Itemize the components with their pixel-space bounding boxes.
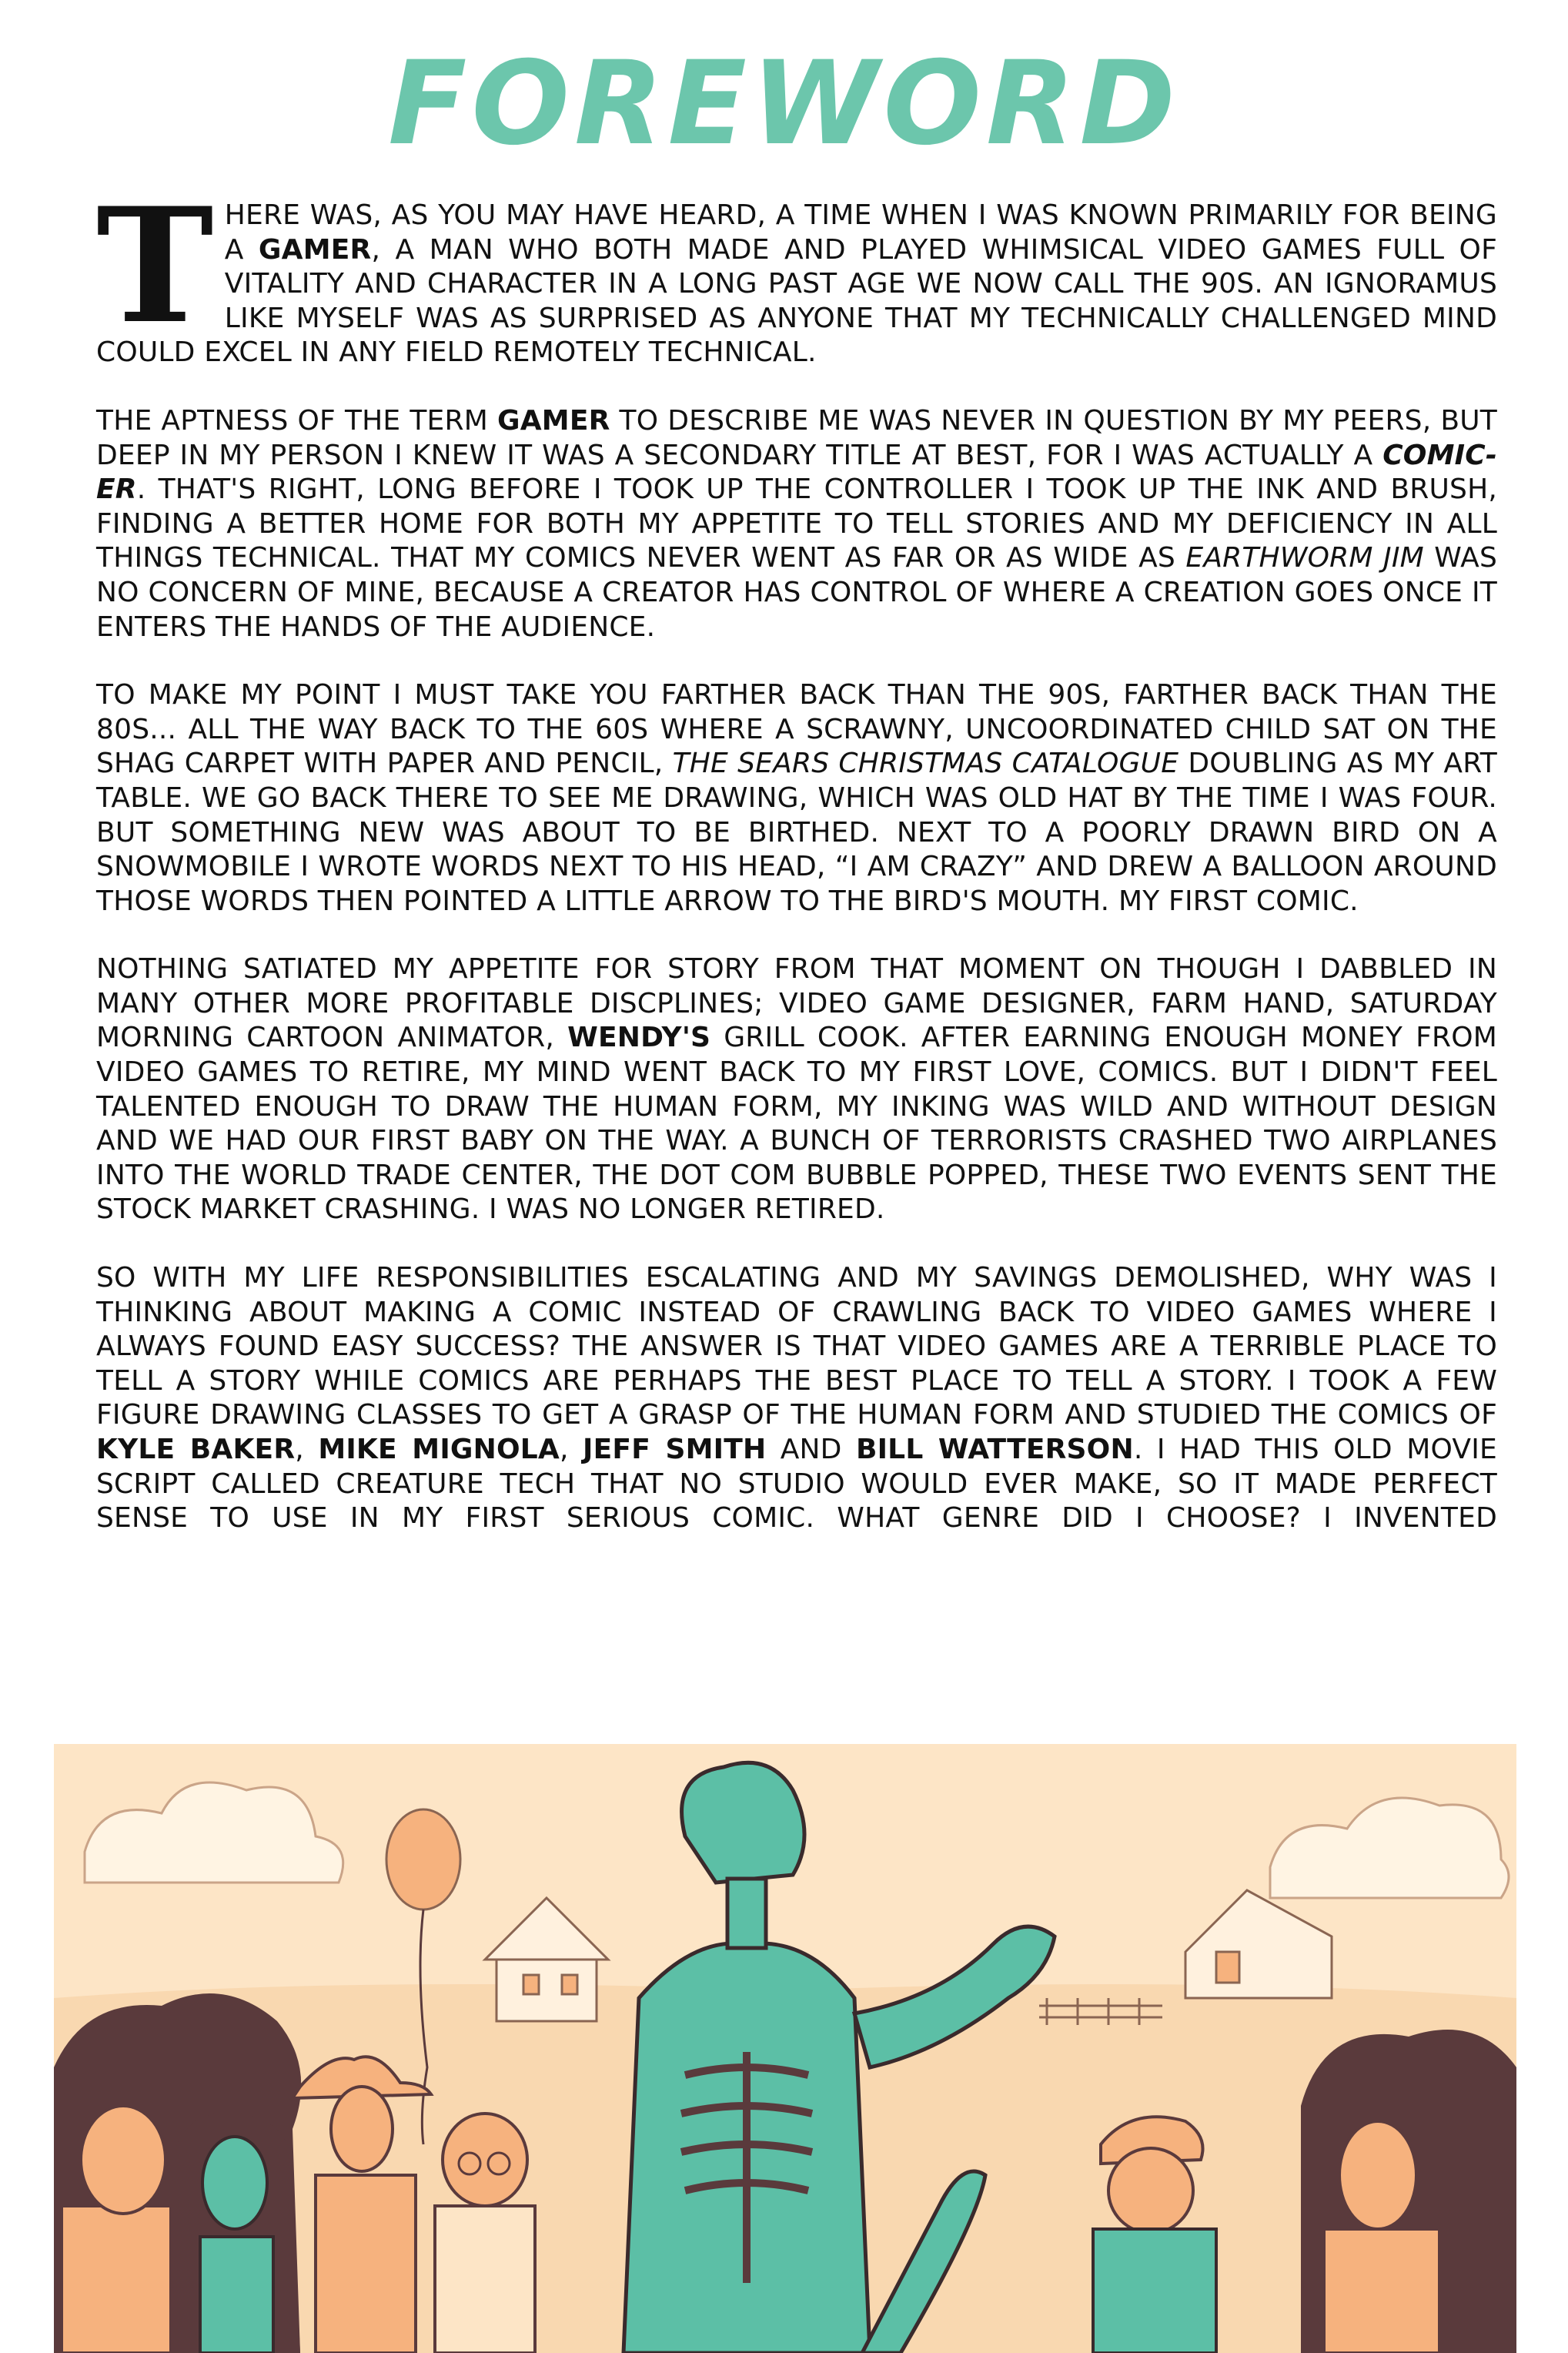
comic-illustration: [54, 1744, 1516, 2353]
glasses-man-figure: [435, 2114, 535, 2353]
paragraph-4: NOTHING SATIATED MY APPETITE FOR STORY FROM THAT MOMENT ON THOUGH I DABBLED IN MANY OTHER MORE PROFITABLE DISCPLINES; VIDEO GAME DESIGNER, FARM HAND, SATURDAY MORNING CARTOON ANIMATOR, WENDY'S GRILL COOK. AFTER EARNING ENOUGH MONEY FROM VIDEO GAMES TO RETIRE, MY MIND WENT BACK TO MY FIRST LOVE, COMICS. BUT I DIDN'T FEEL TALENTED ENOUGH TO DRAW THE HUMAN FORM, MY INKING WAS WILD AND WITHOUT DESIGN AND WE HAD OUR FIRST BABY ON THE WAY. A BUNCH OF TERRORISTS CRASHED TWO AIRPLANES INTO THE WORLD TRADE CENTER, THE DOT COM BUBBLE POPPED, THESE TWO EVENTS SENT THE STOCK MARKET CRASHING. I WAS NO LONGER RETIRED.: [96, 953, 1497, 1226]
paragraph-3: TO MAKE MY POINT I MUST TAKE YOU FARTHER BACK THAN THE 90S, FARTHER BACK THAN THE 80S... ALL THE WAY BACK TO THE 60S WHERE A SCRAWNY, UNCOORDINATED CHILD SAT ON THE SHAG CARPET WITH PAPER AND PENCIL, THE SEARS CHRISTMAS CATALOGUE DOUBLING AS MY ART TABLE. WE GO BACK THERE TO SEE ME DRAWING, WHICH WAS OLD HAT BY THE TIME I WAS FOUR. BUT SOMETHING NEW WAS ABOUT TO BE BIRTHED. NEXT TO A POORLY DRAWN BIRD ON A SNOWMOBILE I WROTE WORDS NEXT TO HIS HEAD, “I AM CRAZY” AND DREW A BALLOON AROUND THOSE WORDS THEN POINTED A LITTLE ARROW TO THE BIRD'S MOUTH. MY FIRST COMIC.: [96, 679, 1497, 917]
drop-cap: T: [96, 174, 214, 359]
page-title: FOREWORD: [388, 37, 1180, 171]
paragraph-1: THERE WAS, AS YOU MAY HAVE HEARD, A TIME WHEN I WAS KNOWN PRIMARILY FOR BEING A GAMER, A MAN WHO BOTH MADE AND PLAYED WHIMSICAL VIDEO GAMES FULL OF VITALITY AND CHARACTER IN A LONG PAST AGE WE NOW CALL THE 90S. AN IGNORAMUS LIKE MYSELF WAS AS SURPRISED AS ANYONE THAT MY TECHNICALLY CHALLENGED MIND COULD EXCEL IN ANY FIELD REMOTELY TECHNICAL.: [96, 174, 1497, 369]
paragraph-2: THE APTNESS OF THE TERM GAMER TO DESCRIBE ME WAS NEVER IN QUESTION BY MY PEERS, BUT DEEP IN MY PERSON I KNEW IT WAS A SECONDARY TITLE AT BEST, FOR I WAS ACTUALLY A COMIC-ER. THAT'S RIGHT, LONG BEFORE I TOOK UP THE CONTROLLER I TOOK UP THE INK AND BRUSH, FINDING A BETTER HOME FOR BOTH MY APPETITE TO TELL STORIES AND MY DEFICIENCY IN ALL THINGS TECHNICAL. THAT MY COMICS NEVER WENT AS FAR OR AS WIDE AS EARTHWORM JIM WAS NO CONCERN OF MINE, BECAUSE A CREATOR HAS CONTROL OF WHERE A CREATION GOES ONCE IT ENTERS THE HANDS OF THE AUDIENCE.: [96, 404, 1497, 643]
foreword-body: [96, 174, 1497, 1536]
paragraph-5: SO WITH MY LIFE RESPONSIBILITIES ESCALATING AND MY SAVINGS DEMOLISHED, WHY WAS I THINKING ABOUT MAKING A COMIC INSTEAD OF CRAWLING BACK TO VIDEO GAMES WHERE I ALWAYS FOUND EASY SUCCESS? THE ANSWER IS THAT VIDEO GAMES ARE A TERRIBLE PLACE TO TELL A STORY WHILE COMICS ARE PERHAPS THE BEST PLACE TO TELL A STORY. I TOOK A FEW FIGURE DRAWING CLASSES TO GET A GRASP OF THE HUMAN FORM AND STUDIED THE COMICS OF KYLE BAKER, MIKE MIGNOLA, JEFF SMITH AND BILL WATTERSON. I HAD THIS OLD MOVIE SCRIPT CALLED CREATURE TECH THAT NO STUDIO WOULD EVER MAKE, SO IT MADE PERFECT SENSE TO USE IN MY FIRST SERIOUS COMIC. WHAT GENRE DID I CHOOSE? I INVENTED: [96, 1262, 1497, 1535]
woman-figure: [169, 2113, 300, 2353]
old-man-cap-figure: [1093, 2117, 1216, 2353]
